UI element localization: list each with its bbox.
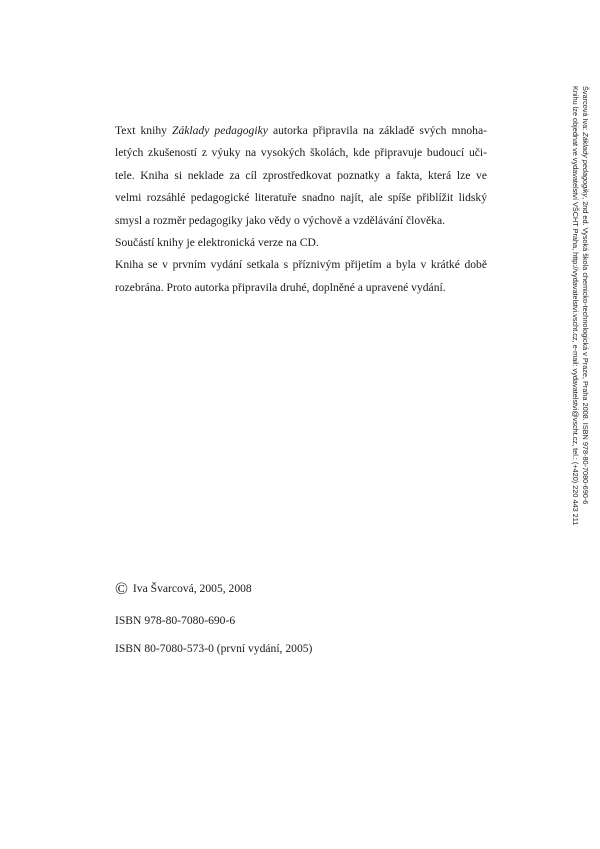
side-citation-text: [571, 86, 590, 576]
description-line-3: tele. Kniha si neklade za cíl zprostředkovat poznatky a fakta, která lze ve: [115, 168, 487, 182]
description-text-end: autorka připravila na základě svých mnoha-: [267, 124, 487, 137]
description-text-start: Text knihy: [115, 124, 172, 137]
isbn-current: ISBN 978-80-7080-690-6: [115, 614, 236, 627]
book-description: [115, 120, 487, 299]
book-title: Základy pedagogiky: [172, 124, 268, 137]
description-line-1: [115, 120, 487, 142]
citation-line: [580, 86, 590, 576]
description-line-6: Součástí knihy je elektronická verze na CD.: [115, 236, 319, 250]
isbn-first-edition: ISBN 80-7080-573-0 (první vydání, 2005): [115, 642, 313, 655]
description-line-8: rozebrána. Proto autorka připravila druhé, doplněné a upravené vydání.: [115, 280, 446, 294]
description-line-5: smysl a rozměr pedagogiky jako vědy o výchově a vzdělávání člověka.: [115, 213, 445, 227]
copyright-symbol: ©: [115, 579, 128, 598]
order-info-line: Knihu lze objednat ve vydavatelství VŠCHT Praha, http://vydavatelstvi.vscht.cz, e-mail: vydavatelstvi@vscht.cz, tel.: (+420) 220 443 211: [571, 86, 581, 526]
copyright-block: [115, 579, 313, 655]
description-line-2: letých zkušeností z výuky na vysokých školách, kde připravuje budoucí uči-: [115, 146, 487, 160]
citation-title: Základy pedagogiky: [581, 132, 590, 198]
description-line-4: velmi rozsáhlé pedagogické literatuře snadno najít, ale spíše přiblížit lidský: [115, 191, 487, 205]
citation-author: Švarcová Iva:: [581, 86, 590, 133]
citation-details: , 2nd ed. Vysoká škola chemicko-technologická v Praze, Praha 2008. ISBN 978-80-7080-690-6: [581, 197, 590, 505]
description-line-7: Kniha se v prvním vydání setkala s příznivým přijetím a byla v krátké době: [115, 258, 487, 272]
copyright-holder: Iva Švarcová, 2005, 2008: [132, 582, 252, 595]
side-citation: [564, 86, 590, 576]
copyright-line: [115, 579, 252, 598]
